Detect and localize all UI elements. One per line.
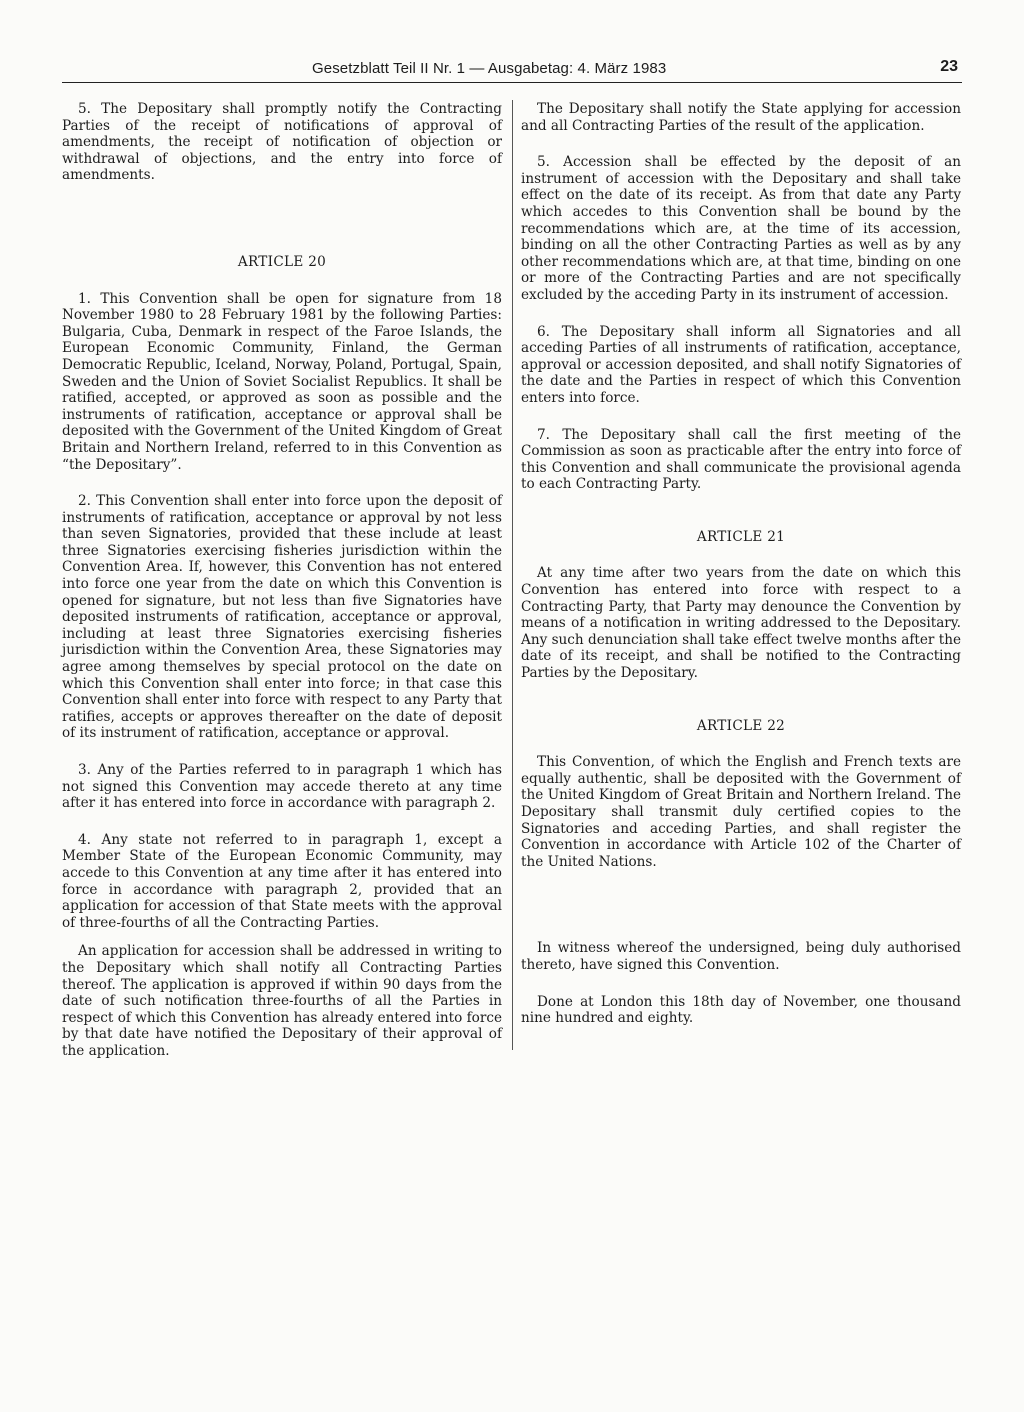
article-21-heading: ARTICLE 21 xyxy=(696,528,786,545)
left-column xyxy=(62,101,502,1060)
article20-paragraph-5: 5. Accession shall be effected by the deposit of an instrument of accession with the Depositary and shall take effect on the date of its receipt. As from that date any Party which accedes to this Convention shall be bound by the recommendations which are, at the time of its accession, binding on all the other Contracting Parties as well as by any other recommendations which are, at that time, binding on one or more of the Contracting Parties and are not specifically excluded by the acceding Party in its instrument of accession. xyxy=(521,154,961,303)
page-header xyxy=(62,56,962,83)
witness-clause: In witness whereof the undersigned, being duly authorised thereto, have signed this Convention. xyxy=(521,940,961,973)
article19-paragraph-5: 5. The Depositary shall promptly notify the Contracting Parties of the receipt of notifications of approval of amendments, the receipt of notification of objection or withdrawal of objections, and the entry into force of amendments. xyxy=(62,101,502,184)
article20-paragraph-6: 6. The Depositary shall inform all Signatories and all acceding Parties of all instruments of ratification, acceptance, approval or accession deposited, and shall notify Signatories of the date and the Parties in respect of which this Convention enters into force. xyxy=(521,323,961,406)
done-at-london: Done at London this 18th day of November, one thousand nine hundred and eighty. xyxy=(521,993,961,1027)
article20-paragraph-2: 2. This Convention shall enter into force upon the deposit of instruments of ratification, acceptance or approval by not less than seven Signatories, provided that these include at least three Signatories exercising fisheries jurisdiction within the Convention Area. If, however, this Convention has not entered into force one year from the date on which this Convention is opened for signature, but not less than five Signatories have deposited instruments of ratification, acceptance or approval, including at least three Signatories exercising fisheries jurisdiction within the Convention Area, these Signatories may agree among themselves by special protocol on the date on which this Convention shall enter into force; in that case this Convention shall enter into force with respect to any Party that ratifies, accepts or approves thereafter on the date of deposit of its instrument of ratification, acceptance or approval. xyxy=(62,493,502,742)
article22-paragraph: This Convention, of which the English and French texts are equally authentic, shall be deposited with the Government of the United Kingdom of Great Britain and Northern Ireland. The Depositary shall transmit duly certified copies to the Signatories and acceding Parties, and shall register the Convention in accordance with Article 102 of the Charter of the United Nations. xyxy=(521,754,961,870)
article20-paragraph-7: 7. The Depositary shall call the first meeting of the Commission as soon as practicable after the entry into force of this Convention and shall communicate the provisional agenda to each Contracting Party. xyxy=(521,426,961,493)
article20-paragraph-4-continued: An application for accession shall be addressed in writing to the Depositary which shall notify all Contracting Parties thereof. The application is approved if within 90 days from the date of such notification three-fourths of all the Parties in respect of which this Convention has already entered into force by that date have notified the Depositary of their approval of the application. xyxy=(62,943,502,1059)
article20-paragraph-3: 3. Any of the Parties referred to in paragraph 1 which has not signed this Convention may accede thereto at any time after it has entered into force in accordance with paragraph 2. xyxy=(62,762,502,812)
article20-paragraph-4: 4. Any state not referred to in paragraph 1, except a Member State of the European Economic Community, may accede to this Convention at any time after it has entered into force in accordance with paragraph 2, provided that an application for accession of that State meets with the approval of three-fourths of all the Contracting Parties. xyxy=(62,831,502,931)
article20-paragraph-1: 1. This Convention shall be open for signature from 18 November 1980 to 28 February 1981 by the following Parties: Bulgaria, Cuba, Denmark in respect of the Faroe Islands, the European Economic Community, Finland, the German Democratic Republic, Iceland, Norway, Poland, Portugal, Spain, Sweden and the Union of Soviet Socialist Republics. It shall be ratified, accepted, or approved as soon as possible and the instruments of ratification, acceptance or approval shall be deposited with the Government of the United Kingdom of Great Britain and Northern Ireland, referred to in this Convention as “the Depositary”. xyxy=(62,290,502,473)
header-title: Gesetzblatt Teil II Nr. 1 — Ausgabetag: 4. März 1983 xyxy=(312,60,667,77)
article21-paragraph: At any time after two years from the date on which this Convention has entered into force with respect to a Contracting Party, that Party may denounce the Convention by means of a notification in writing addressed to the Depositary. Any such denunciation shall take effect twelve months after the date of its receipt, and shall be notified to the Contracting Parties by the Depositary. xyxy=(521,565,961,682)
article20-paragraph-4-end: The Depositary shall notify the State applying for accession and all Contracting Parties of the result of the application. xyxy=(521,101,961,134)
page-number: 23 xyxy=(940,58,958,75)
article-20-heading: ARTICLE 20 xyxy=(237,253,327,270)
column-divider xyxy=(512,100,513,1050)
right-column xyxy=(521,101,961,1027)
article-22-heading: ARTICLE 22 xyxy=(696,717,786,734)
